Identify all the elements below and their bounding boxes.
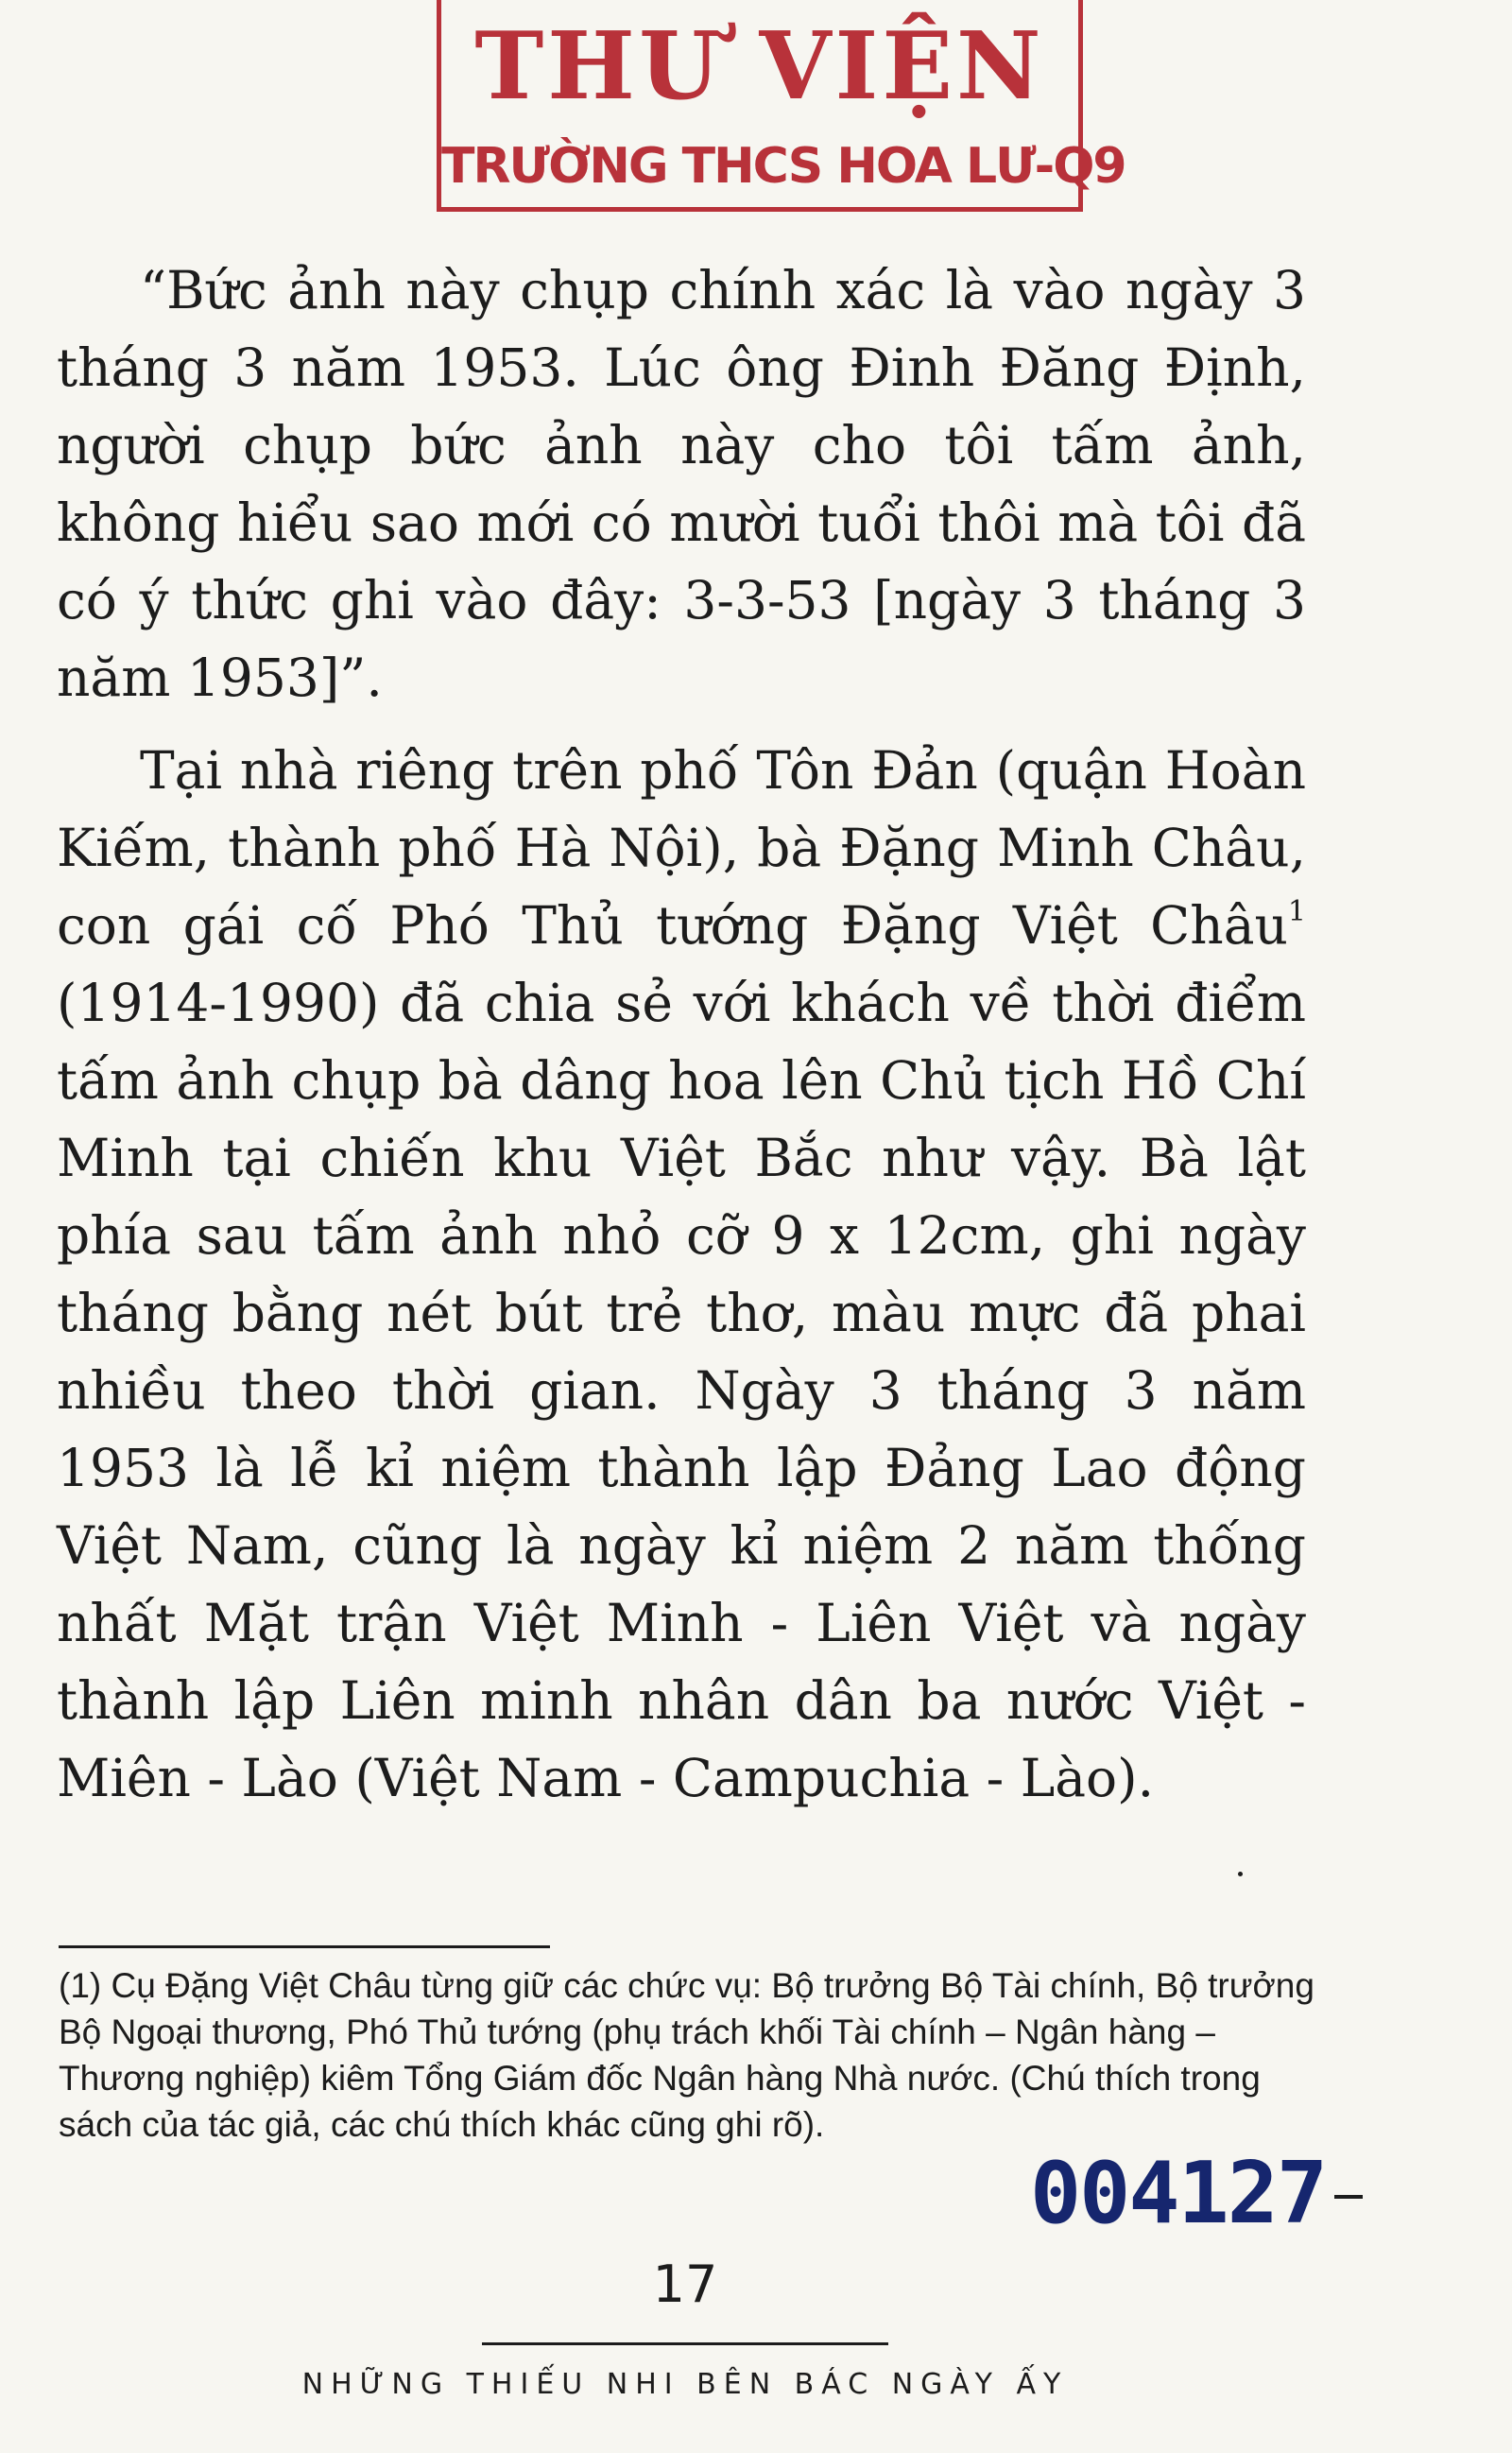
page-number-rule: [482, 2342, 888, 2345]
body-text: [57, 251, 1306, 1817]
paragraph-1: “Bức ảnh này chụp chính xác là vào ngày 3 tháng 3 năm 1953. Lúc ông Đinh Đăng Định, người chụp bức ảnh này cho tôi tấm ảnh, không hiểu sao mới có mười tuổi thôi mà tôi đã có ý thức ghi vào đây: 3-3-53 [ngày 3 tháng 3 năm 1953]”.: [57, 260, 1306, 708]
footnote-divider: [59, 1945, 550, 1948]
inventory-number: 004127: [1030, 2144, 1327, 2243]
running-footer: NHỮNG THIẾU NHI BÊN BÁC NGÀY ẤY: [301, 2368, 1069, 2401]
paragraph-2-part-2: (1914-1990) đã chia sẻ với khách về thời điểm tấm ảnh chụp bà dâng hoa lên Chủ tịch Hồ Chí Minh tại chiến khu Việt Bắc như vậy. Bà lật phía sau tấm ảnh nhỏ cỡ 9 x 12cm, ghi ngày tháng bằng nét bút trẻ thơ, màu mực đã phai nhiều theo thời gian. Ngày 3 tháng 3 năm 1953 là lễ kỉ niệm thành lập Đảng Lao động Việt Nam, cũng là ngày kỉ niệm 2 năm thống nhất Mặt trận Việt Minh - Liên Việt và ngày thành lập Liên minh nhân dân ba nước Việt - Miên - Lào (Việt Nam - Campuchia - Lào).: [57, 973, 1306, 1808]
paragraph-2: [57, 732, 1306, 1817]
footnote: (1) Cụ Đặng Việt Châu từng giữ các chức vụ: Bộ trưởng Bộ Tài chính, Bộ trưởng Bộ Ngoại thương, Phó Thủ tướng (phụ trách khối Tài chính – Ngân hàng – Thương nghiệp) kiêm Tổng Giám đốc Ngân hàng Nhà nước. (Chú thích trong sách của tác giả, các chú thích khác cũng ghi rõ).: [59, 1966, 1314, 2144]
page-number: 17: [652, 2254, 718, 2314]
paragraph-2-part-1: Tại nhà riêng trên phố Tôn Đản (quận Hoàn Kiếm, thành phố Hà Nội), bà Đặng Minh Châu, con gái cố Phó Thủ tướng Đặng Việt Châu: [57, 740, 1306, 956]
inventory-dash: [1334, 2195, 1363, 2199]
footnote-ref: 1: [1287, 895, 1306, 928]
stamp-title: THƯ VIỆN: [474, 12, 1045, 121]
stamp-subtitle: TRƯỜNG THCS HOA LƯ-Q9: [441, 138, 1125, 195]
library-stamp: [437, 0, 1125, 212]
scan-speck: [1238, 1872, 1243, 1876]
